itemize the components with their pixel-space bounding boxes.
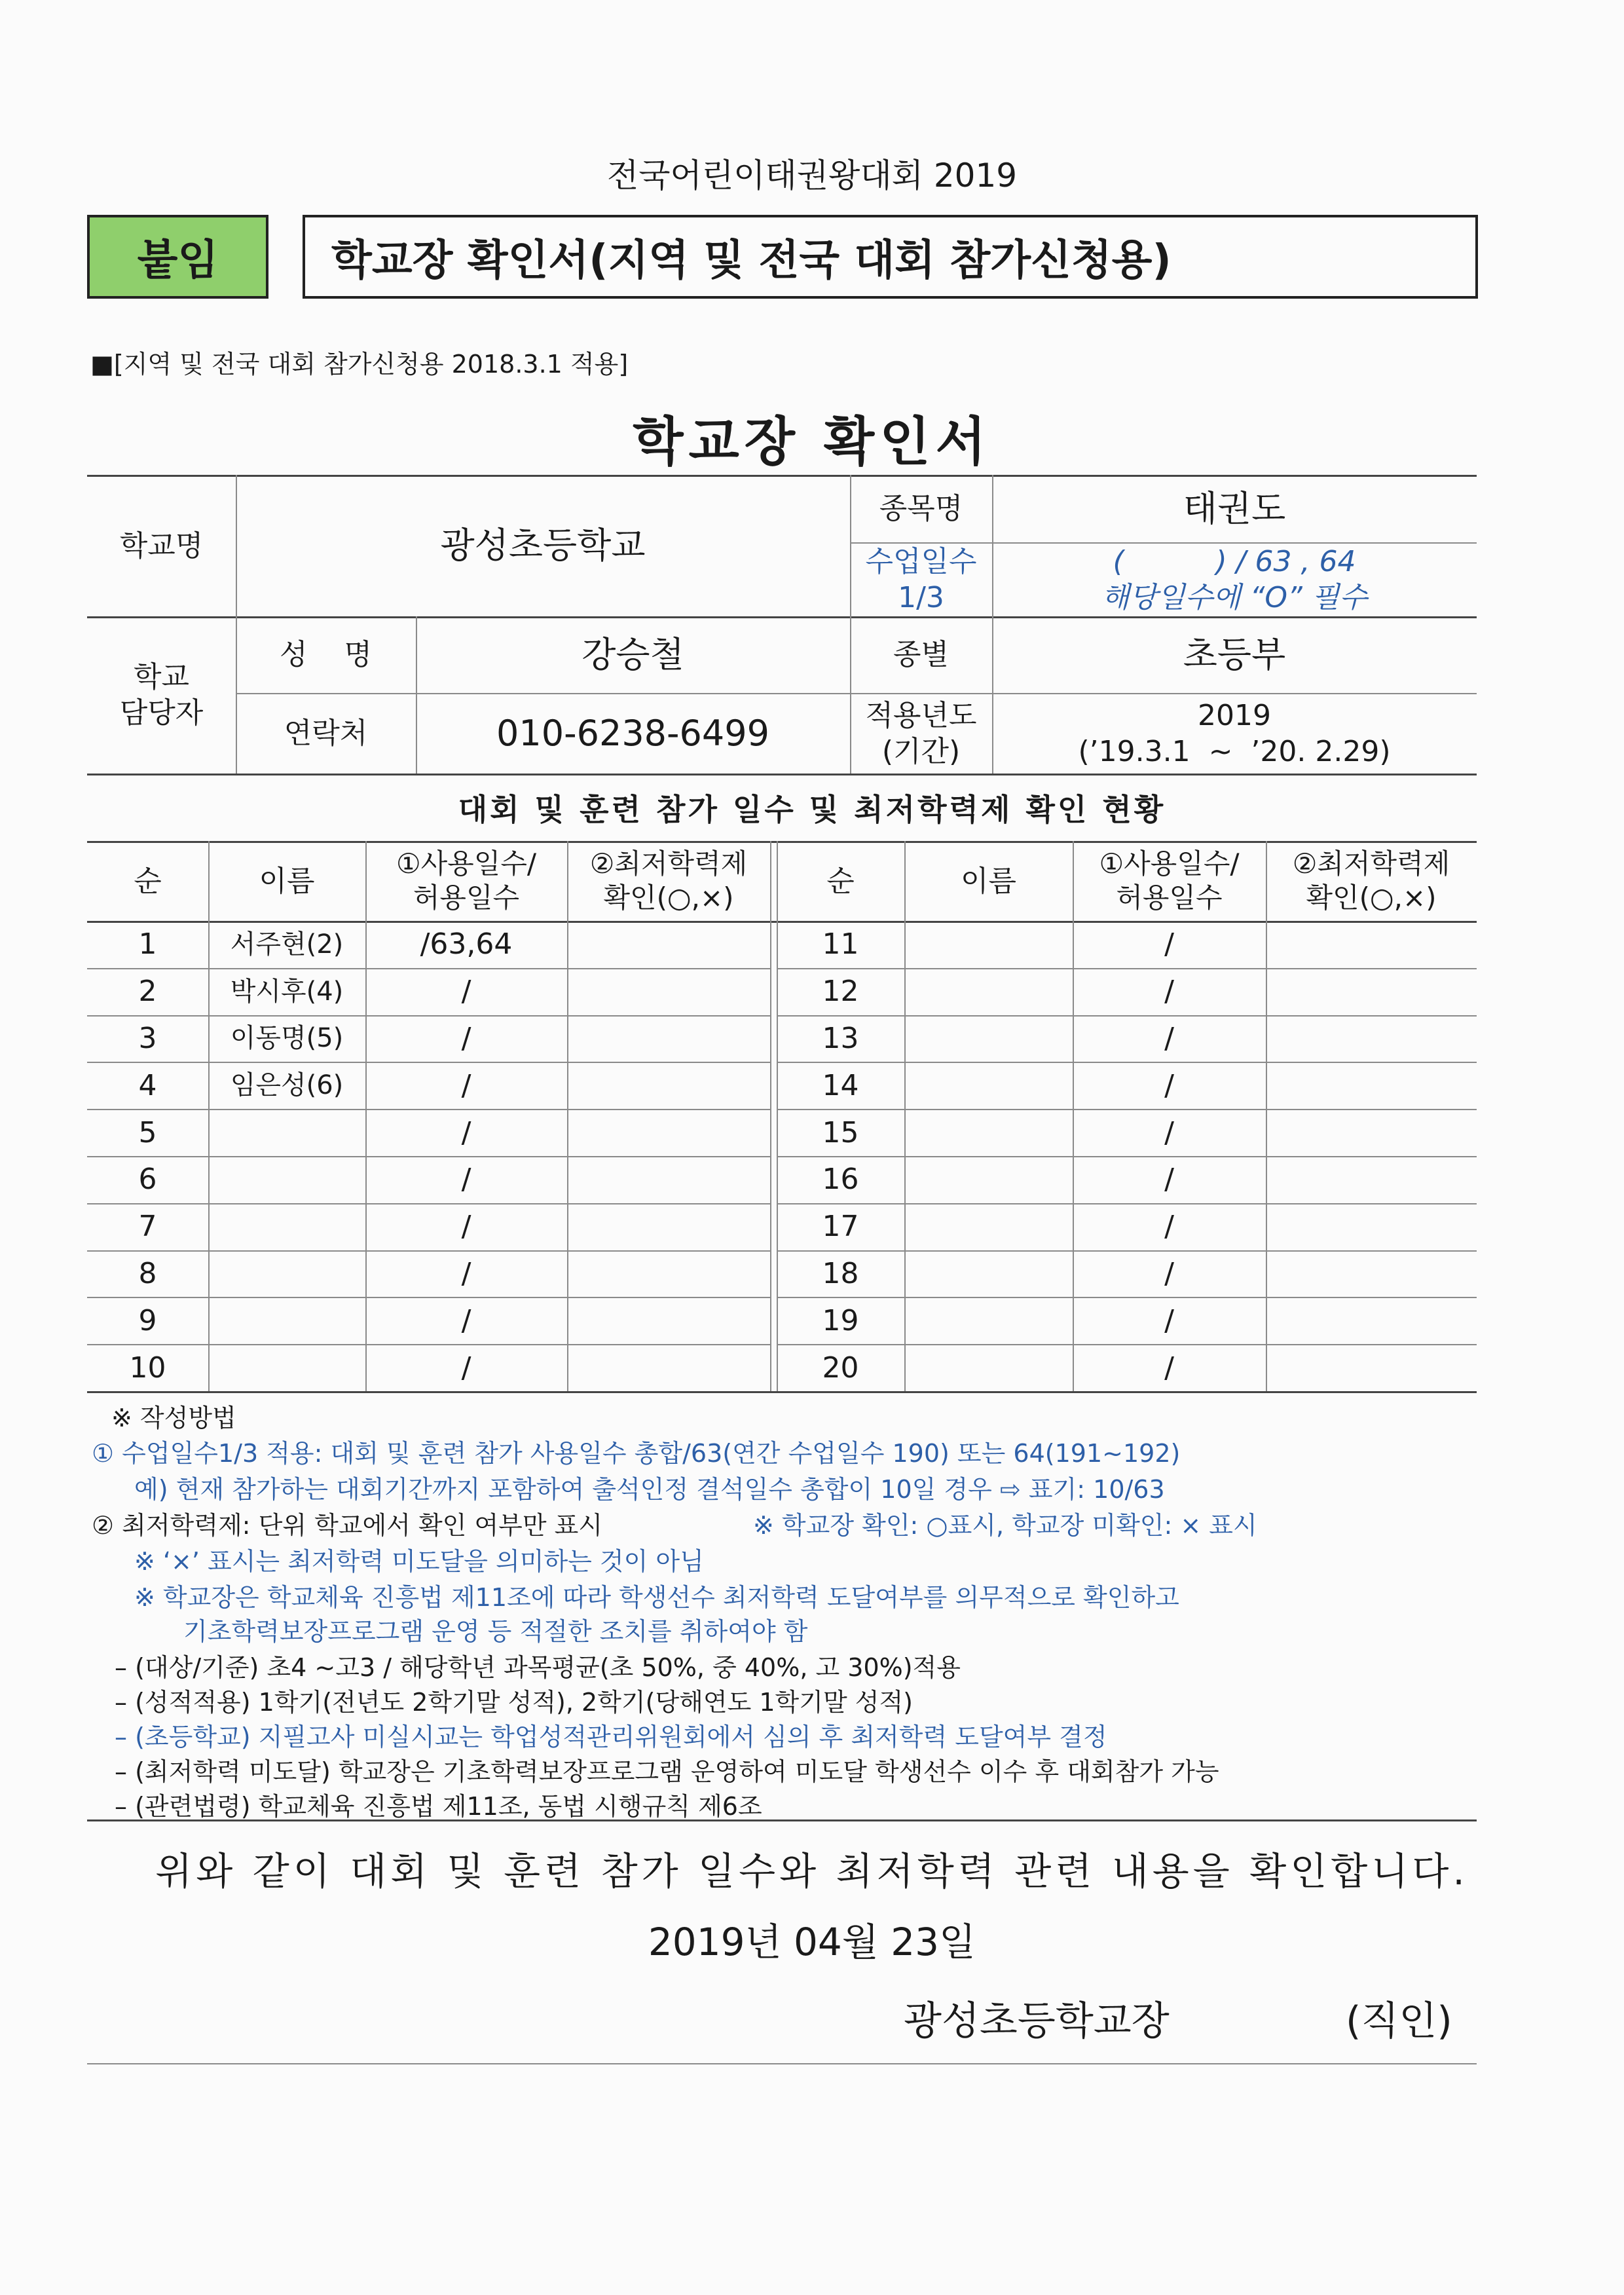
note-7: – (대상/기준) 초4 ~고3 / 해당학년 과목평균(초 50%, 중 40%, 고 30%)적용 (115, 1653, 961, 1682)
divider (208, 841, 210, 1391)
year-label (850, 693, 992, 774)
row-days-left: /63,64 (420, 927, 513, 961)
col-name-right: 이름 (960, 864, 1016, 898)
note-2: 예) 현재 참가하는 대회기간까지 포함하여 출석인정 결석일수 총합이 10일 경우 ⇨ 표기: 10/63 (134, 1475, 1165, 1504)
division-label: 종별 (893, 638, 949, 671)
divider (87, 774, 1477, 775)
contact-label: 연락처 (284, 717, 368, 750)
row-check-right (1266, 968, 1477, 1015)
note-8: – (성적적용) 1학기(전년도 2학기말 성적), 2학기(당해연도 1학기말 성적) (115, 1688, 913, 1717)
row-name-left (208, 1203, 365, 1250)
row-divider (777, 1344, 1477, 1345)
divider (770, 841, 771, 1391)
row-divider (777, 1109, 1477, 1110)
row-divider (87, 1062, 770, 1063)
col-no-right: 순 (826, 864, 855, 898)
row-name-right (904, 1156, 1073, 1203)
divider (87, 921, 1477, 923)
col-days-right (1073, 841, 1266, 921)
confirm-statement: 위와 같이 대회 및 훈련 참가 일수와 최저학력 관련 내용을 확인합니다. (155, 1849, 1469, 1894)
row-divider (87, 1109, 770, 1110)
col-name-left: 이름 (259, 864, 315, 898)
class-days-value-line1: ( ) / 63 , 64 (1113, 544, 1356, 578)
row-no-left: 6 (138, 1163, 157, 1197)
row-check-left (567, 968, 770, 1015)
row-no-right: 12 (822, 975, 859, 1009)
row-days-right: / (1164, 927, 1174, 961)
divider (87, 841, 1477, 843)
divider (87, 1819, 1477, 1821)
form-banner: 학교장 확인서(지역 및 전국 대회 참가신청용) (303, 215, 1478, 299)
row-name-right (904, 1344, 1073, 1391)
note-3b: ※ 학교장 확인: ○표시, 학교장 미확인: × 표시 (753, 1511, 1257, 1540)
row-no-left: 8 (138, 1256, 157, 1290)
class-days-value (992, 542, 1477, 616)
class-days-label-line2: 1/3 (898, 580, 944, 614)
col-check-right-line1: ②최저학력제 (1292, 847, 1450, 880)
row-name-right (904, 1297, 1073, 1344)
row-name-left (208, 1344, 365, 1391)
row-no-left: 10 (129, 1351, 166, 1385)
row-days-right: / (1164, 1351, 1174, 1385)
row-no-right: 17 (822, 1210, 859, 1244)
row-check-left (567, 1109, 770, 1156)
event-value: 태권도 (1183, 487, 1286, 529)
col-check-right-line2: 확인(○,×) (1306, 882, 1437, 914)
main-title: 학교장 확인서 (633, 411, 991, 472)
row-name-left: 서주현(2) (230, 929, 344, 960)
row-check-right (1266, 1250, 1477, 1297)
row-divider (777, 968, 1477, 969)
col-days-left (365, 841, 567, 921)
divider (777, 841, 778, 1391)
note-1: ① 수업일수1/3 적용: 대회 및 훈련 참가 사용일수 총합/63(연간 수업일수 190) 또는 64(191~192) (92, 1439, 1181, 1468)
col-no-left: 순 (134, 864, 162, 898)
row-divider (87, 968, 770, 969)
row-divider (777, 1062, 1477, 1063)
row-check-left (567, 1156, 770, 1203)
divider (904, 841, 906, 1391)
row-check-right (1266, 921, 1477, 968)
row-check-left (567, 1203, 770, 1250)
row-divider (87, 1015, 770, 1017)
row-days-right: / (1164, 1163, 1174, 1197)
row-name-right (904, 1015, 1073, 1062)
row-name-left: 박시후(4) (230, 976, 344, 1007)
row-check-right (1266, 1109, 1477, 1156)
col-days-right-line1: ①사용일수/ (1099, 847, 1240, 880)
row-divider (87, 1156, 770, 1157)
row-days-left: / (461, 1351, 471, 1385)
row-days-left: / (461, 975, 471, 1009)
note-11: – (관련법령) 학교체육 진흥법 제11조, 동법 시행규칙 제6조 (115, 1792, 762, 1821)
school-label: 학교명 (119, 529, 204, 563)
year-label-line1: 적용년도 (865, 698, 977, 732)
divider (1073, 841, 1074, 1391)
note-9: – (초등학교) 지필고사 미실시교는 학업성적관리위원회에서 심의 후 최저학력 도달여부 결정 (115, 1723, 1107, 1751)
row-no-right: 16 (822, 1163, 859, 1197)
row-no-right: 15 (822, 1115, 859, 1149)
divider (567, 841, 568, 1391)
row-name-right (904, 921, 1073, 968)
note-6: 기초학력보장프로그램 운영 등 적절한 조치를 취하여야 함 (183, 1617, 808, 1646)
row-check-right (1266, 1015, 1477, 1062)
row-divider (777, 1297, 1477, 1298)
row-check-right (1266, 1344, 1477, 1391)
note-10: – (최저학력 미도달) 학교장은 기초학력보장프로그램 운영하여 미도달 학생선수 이수 후 대회참가 가능 (115, 1757, 1219, 1786)
divider (365, 841, 367, 1391)
row-no-right: 13 (822, 1021, 859, 1055)
event-label: 종목명 (879, 492, 963, 525)
confirm-date: 2019년 04월 23일 (648, 1920, 976, 1964)
row-check-right (1266, 1297, 1477, 1344)
staff-label-line2: 담당자 (119, 696, 204, 730)
contact-value: 010-6238-6499 (496, 712, 769, 754)
row-divider (87, 1203, 770, 1204)
col-check-left-line1: ②최저학력제 (589, 847, 748, 880)
row-days-right: / (1164, 1210, 1174, 1244)
seal-mark: (직인) (1346, 1998, 1452, 2044)
row-name-right (904, 1062, 1073, 1109)
row-no-left: 1 (138, 927, 157, 961)
row-no-right: 18 (822, 1256, 859, 1290)
row-name-right (904, 1203, 1073, 1250)
row-check-left (567, 1015, 770, 1062)
row-check-left (567, 1344, 770, 1391)
usage-note: ■[지역 및 전국 대회 참가신청용 2018.3.1 적용] (90, 350, 629, 379)
row-divider (87, 1250, 770, 1252)
row-no-left: 9 (138, 1303, 157, 1337)
row-name-left: 임은성(6) (230, 1070, 344, 1101)
row-days-right: / (1164, 1021, 1174, 1055)
row-check-right (1266, 1156, 1477, 1203)
row-name-left: 이동명(5) (230, 1023, 344, 1054)
row-name-right (904, 1250, 1073, 1297)
note-5: ※ 학교장은 학교체육 진흥법 제11조에 따라 학생선수 최저학력 도달여부를 의무적으로 확인하고 (134, 1583, 1179, 1612)
row-days-left: / (461, 1021, 471, 1055)
row-divider (87, 1297, 770, 1298)
attach-badge: 붙임 (87, 215, 268, 299)
row-check-left (567, 1062, 770, 1109)
note-3a: ② 최저학력제: 단위 학교에서 확인 여부만 표시 (92, 1511, 603, 1540)
col-check-right (1266, 841, 1477, 921)
competition-title: 전국어린이태권왕대회 2019 (606, 157, 1018, 195)
col-check-left (567, 841, 770, 921)
school-name: 광성초등학교 (440, 525, 646, 567)
row-days-left: / (461, 1115, 471, 1149)
row-divider (777, 1156, 1477, 1157)
name-label: 성 명 (280, 638, 372, 671)
row-divider (777, 1203, 1477, 1204)
principal-name: 광성초등학교장 (904, 1998, 1170, 2044)
row-name-right (904, 968, 1073, 1015)
row-check-left (567, 1250, 770, 1297)
row-days-right: / (1164, 975, 1174, 1009)
year-label-line2: (기간) (881, 734, 961, 768)
col-days-right-line2: 허용일수 (1116, 882, 1223, 914)
row-days-left: / (461, 1068, 471, 1102)
col-days-left-line2: 허용일수 (413, 882, 520, 914)
row-days-right: / (1164, 1068, 1174, 1102)
row-name-left (208, 1297, 365, 1344)
row-name-right (904, 1109, 1073, 1156)
year-value-line2: (’19.3.1 ~ ’20. 2.29) (1078, 734, 1391, 768)
row-days-right: / (1164, 1256, 1174, 1290)
row-days-left: / (461, 1303, 471, 1337)
name-value: 강승철 (581, 633, 684, 675)
row-check-right (1266, 1203, 1477, 1250)
col-check-left-line2: 확인(○,×) (603, 882, 734, 914)
row-days-left: / (461, 1163, 471, 1197)
row-no-left: 5 (138, 1115, 157, 1149)
row-divider (777, 1015, 1477, 1017)
status-heading: 대회 및 훈련 참가 일수 및 최저학력제 확인 현황 (458, 792, 1166, 827)
year-value (992, 693, 1477, 774)
class-days-value-line2: 해당일수에 “O” 필수 (1101, 580, 1367, 614)
staff-label-line1: 학교 (133, 660, 189, 694)
row-days-left: / (461, 1256, 471, 1290)
row-no-left: 2 (138, 975, 157, 1009)
row-days-right: / (1164, 1303, 1174, 1337)
row-name-left (208, 1250, 365, 1297)
staff-label (87, 616, 236, 774)
divider (1266, 841, 1267, 1391)
division-value: 초등부 (1183, 633, 1286, 675)
method-title: ※ 작성방법 (111, 1404, 236, 1432)
row-divider (777, 1250, 1477, 1252)
row-no-right: 11 (822, 927, 859, 961)
row-no-right: 20 (822, 1351, 859, 1385)
class-days-label (850, 542, 992, 616)
year-value-line1: 2019 (1198, 698, 1271, 732)
row-no-left: 7 (138, 1210, 157, 1244)
row-check-left (567, 1297, 770, 1344)
row-no-right: 19 (822, 1303, 859, 1337)
col-days-left-line1: ①사용일수/ (396, 847, 537, 880)
row-no-left: 3 (138, 1021, 157, 1055)
divider (87, 1391, 1477, 1393)
note-4: ※ ‘×’ 표시는 최저학력 미도달을 의미하는 것이 아님 (134, 1547, 704, 1576)
row-name-left (208, 1109, 365, 1156)
row-no-left: 4 (138, 1068, 157, 1102)
divider (87, 2063, 1477, 2064)
row-divider (87, 1344, 770, 1345)
row-days-right: / (1164, 1115, 1174, 1149)
row-days-left: / (461, 1210, 471, 1244)
class-days-label-line1: 수업일수 (865, 544, 977, 578)
row-name-left (208, 1156, 365, 1203)
row-check-right (1266, 1062, 1477, 1109)
row-check-left (567, 921, 770, 968)
row-no-right: 14 (822, 1068, 859, 1102)
